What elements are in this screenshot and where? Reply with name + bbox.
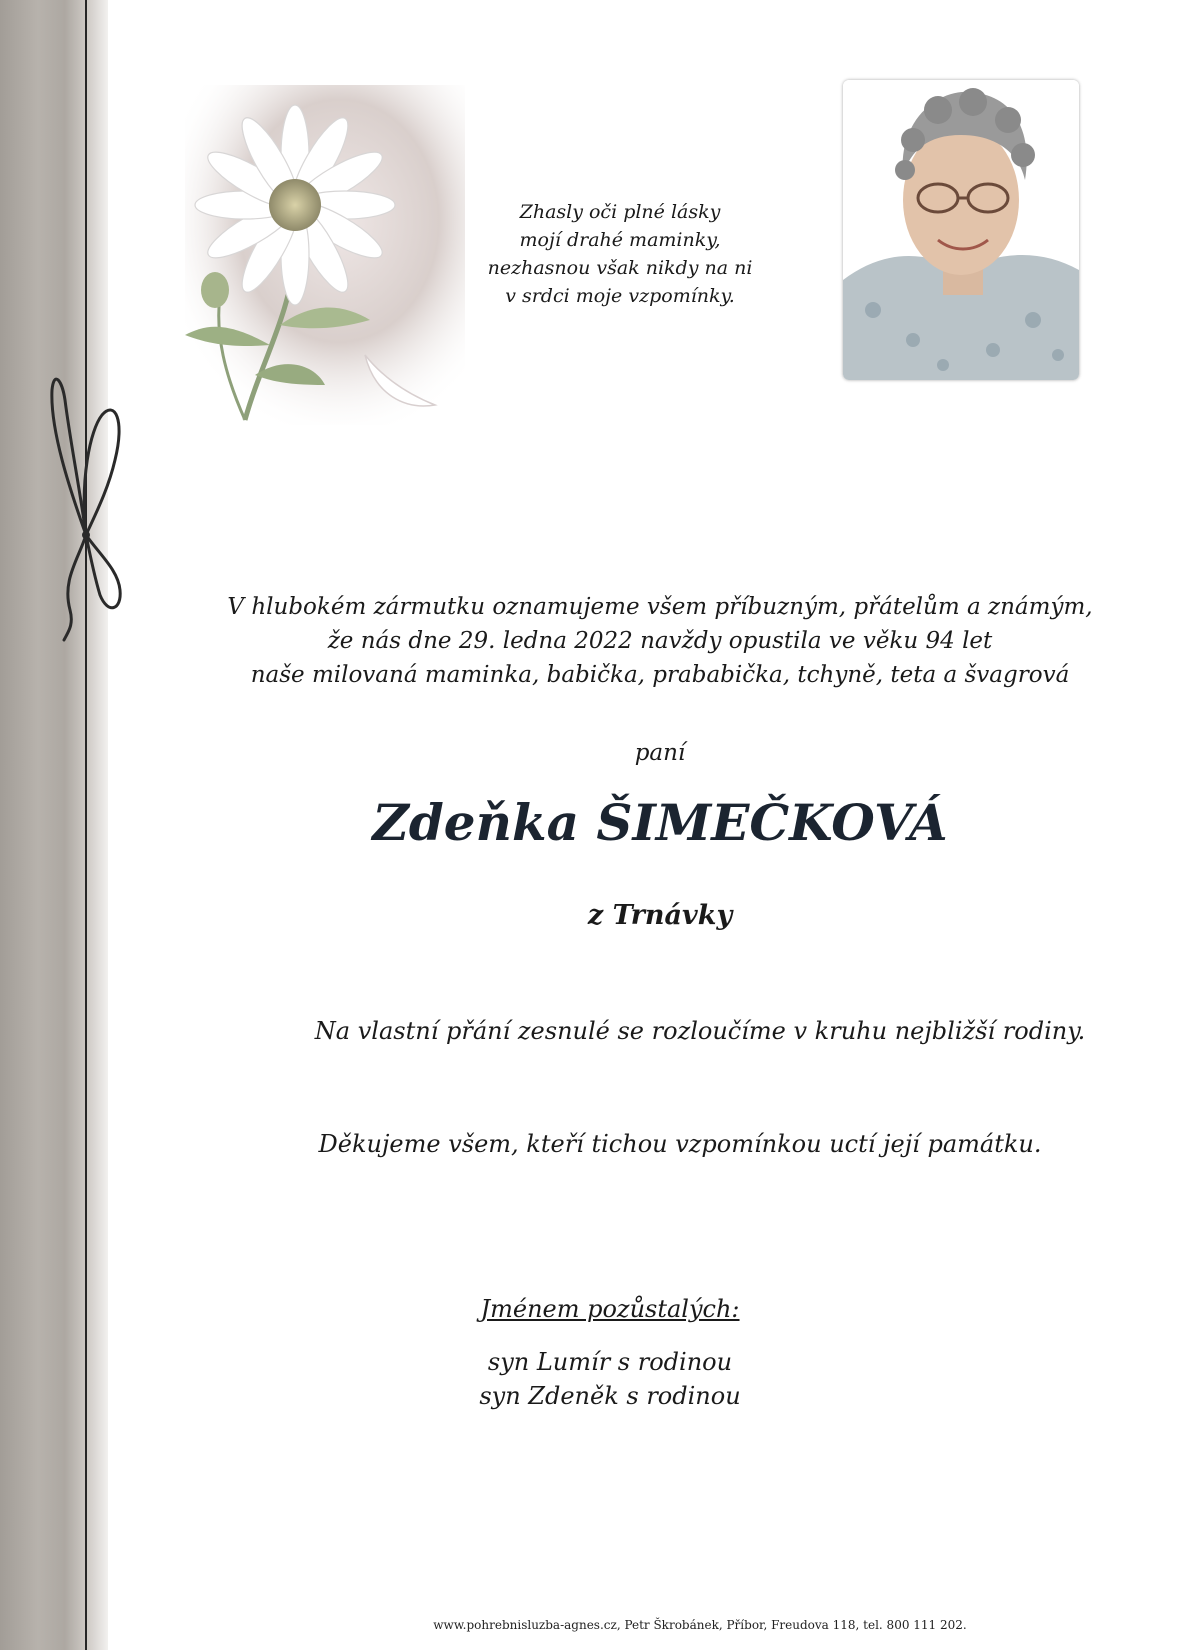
verse-line: Zhasly oči plné lásky — [519, 201, 721, 223]
portrait-photo — [843, 80, 1079, 380]
honorific: paní — [634, 740, 686, 766]
verse-line: v srdci moje vzpomínky. — [505, 285, 735, 307]
deceased-origin: z Trnávky — [587, 900, 733, 931]
announcement-line: V hlubokém zármutku oznamujeme všem příbuzným, přátelům a známým, — [227, 594, 1093, 620]
verse-line: mojí drahé maminky, — [519, 229, 721, 251]
announcement-text — [120, 590, 1200, 692]
daisy-flower-image — [185, 85, 465, 425]
signature-heading: Jménem pozůstalých: — [480, 1295, 740, 1323]
signature-list — [360, 1345, 860, 1413]
string-bow-icon — [40, 370, 130, 670]
announcement-line: naše milovaná maminka, babička, prababička, tchyně, teta a švagrová — [250, 662, 1070, 688]
verse-line: nezhasnou však nikdy na ni — [487, 257, 753, 279]
signature-name: syn Zdeněk s rodinou — [479, 1382, 741, 1410]
decorative-side-band — [0, 0, 108, 1650]
funeral-service-footer: www.pohrebnisluzba-agnes.cz, Petr Škrobánek, Příbor, Freudova 118, tel. 800 111 202. — [433, 1618, 967, 1632]
portrait-image — [843, 80, 1079, 380]
memorial-verse — [470, 198, 770, 310]
decorative-string-line — [85, 0, 87, 1650]
thanks-note: Děkujeme všem, kteří tichou vzpomínkou uctí její památku. — [318, 1130, 1042, 1158]
announcement-line: že nás dne 29. ledna 2022 navždy opustila ve věku 94 let — [327, 628, 993, 654]
signature-name: syn Lumír s rodinou — [487, 1348, 733, 1376]
farewell-note: Na vlastní přání zesnulé se rozloučíme v kruhu nejbližší rodiny. — [314, 1017, 1086, 1045]
deceased-name: Zdeňka ŠIMEČKOVÁ — [372, 793, 948, 852]
